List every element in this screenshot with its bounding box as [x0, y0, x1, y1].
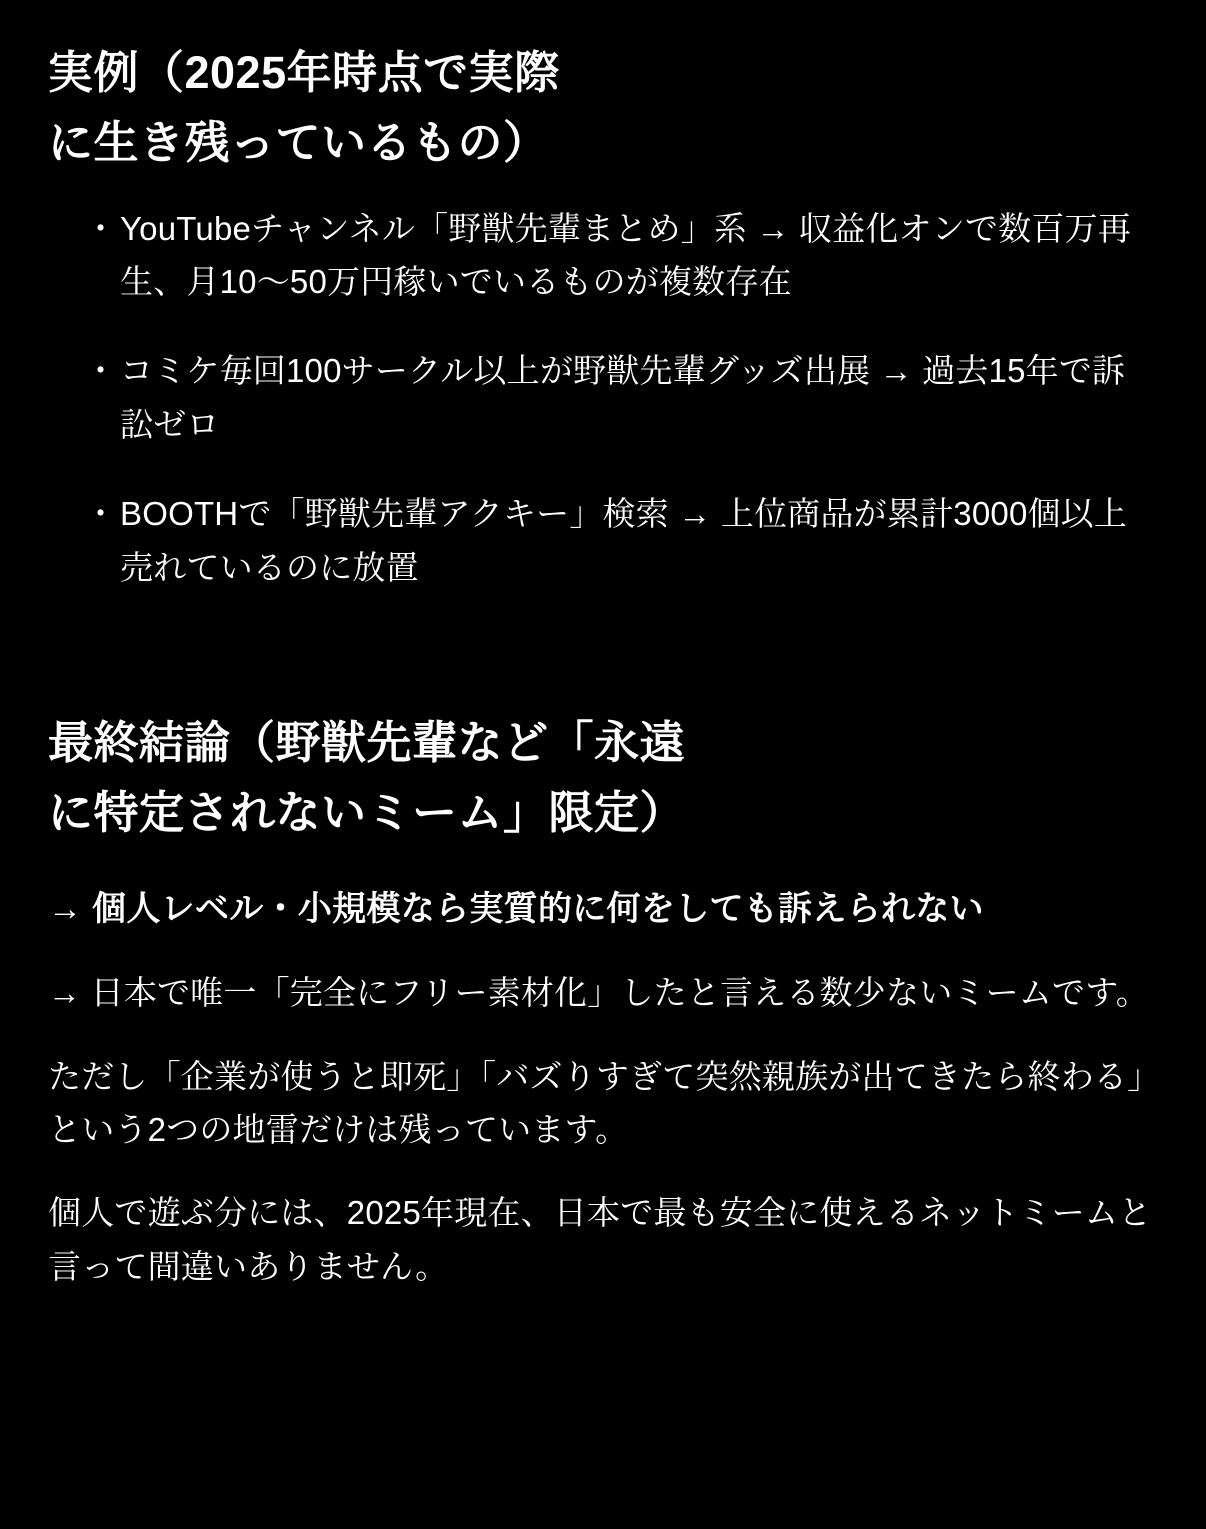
section-2-heading-line-1: 最終結論（野獣先輩など「永遠: [48, 717, 686, 769]
list-item-text: YouTubeチャンネル「野獣先輩まとめ」系 → 収益化オンで数百万再生、月10〜50万円稼いでいるものが複数存在: [120, 209, 1132, 300]
bullet-marker-icon: ・: [84, 352, 118, 390]
section-2-heading-line-2: に特定されないミーム」限定）: [48, 786, 686, 838]
list-item-text: BOOTHで「野獣先輩アクキー」検索 → 上位商品が累計3000個以上売れているのに放置: [120, 495, 1128, 586]
bullet-marker-icon: ・: [84, 495, 118, 533]
section-1-heading-line-2: に生き残っているもの）: [48, 116, 549, 168]
conclusion-normal-text: → 日本で唯一「完全にフリー素材化」したと言える数少ないミームです。: [48, 974, 1150, 1012]
list-item: [48, 487, 1158, 594]
list-item: [48, 202, 1158, 309]
section-2-heading: [48, 708, 1158, 848]
caveat-paragraph: ただし「企業が使うと即死」「バズりすぎて突然親族が出てきたら終わる」という2つの地雷だけは残っています。: [48, 1057, 1144, 1149]
bullet-marker-icon: ・: [84, 209, 118, 247]
section-1-heading: [48, 38, 1158, 178]
conclusion-strong-text: → 個人レベル・小規模なら実質的に何をしても訴えられない: [48, 889, 984, 928]
list-item-text: コミケ毎回100サークル以上が野獣先輩グッズ出展 → 過去15年で訴訟ゼロ: [120, 352, 1126, 443]
list-item: [48, 344, 1158, 451]
section-divider-space: [48, 630, 1158, 708]
closing-paragraph: 個人で遊ぶ分には、2025年現在、日本で最も安全に使えるネットミームと言って間違いありません。: [48, 1194, 1152, 1285]
section-1-heading-line-1: 実例（2025年時点で実際: [48, 47, 560, 98]
section-1-bullet-list: [48, 202, 1158, 595]
